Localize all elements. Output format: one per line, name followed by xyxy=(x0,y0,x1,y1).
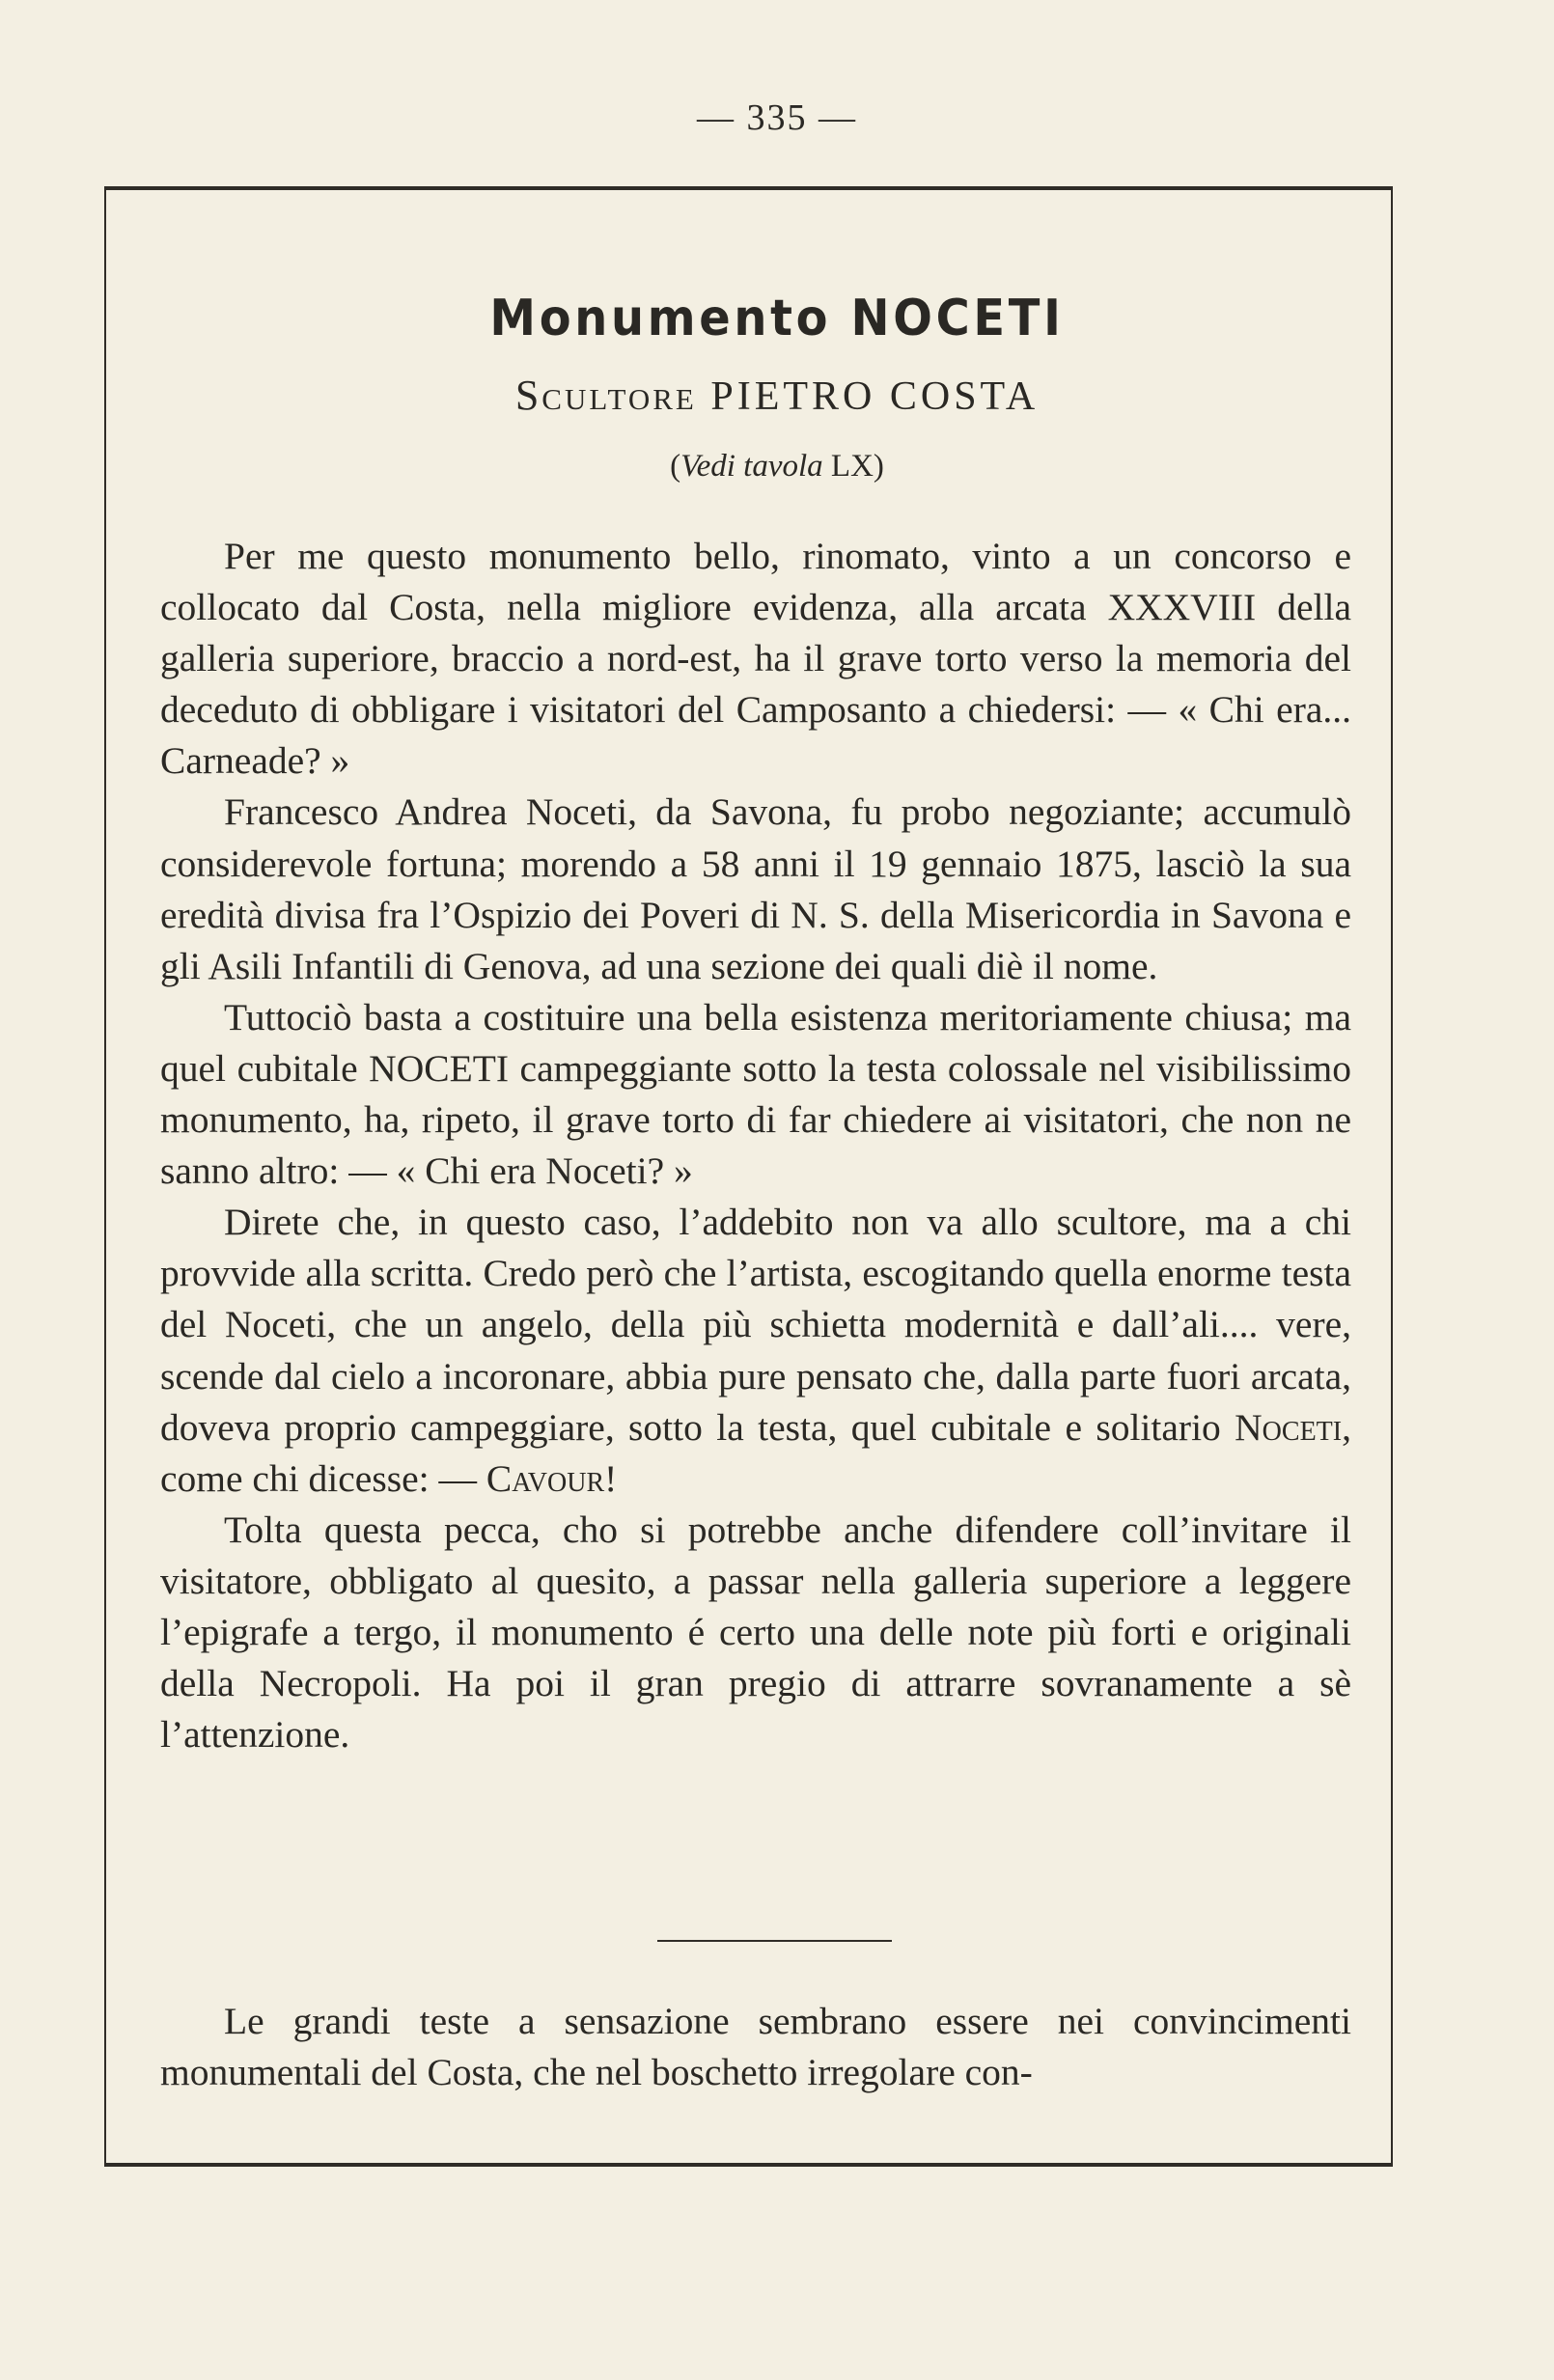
paragraph-text: , come chi dicesse: — xyxy=(160,1405,1351,1500)
page-number: — 335 — xyxy=(697,97,857,138)
paragraph: Francesco Andrea Noceti, da Savona, fu probo negoziante; accumulò considerevole fortuna; morendo a 58 anni il 19 gennaio 1875, lasciò la sua eredità divisa fra l’Ospizio dei Poveri di N. S. della Misericordia in Savona e gli Asili Infantili di Genova, ad una sezione dei quali diè il nome. xyxy=(160,790,1351,987)
noceti-smallcaps: Noceti xyxy=(1235,1405,1343,1449)
paragraph-text: Direte che, in questo caso, l’addebito non va allo scultore, ma a chi provvide alla scritta. Credo però che l’artista, escogitando quella enorme testa del Noceti, che un angelo, della più schietta modernità e dall’ali.... vere, scende dal cielo a incoronare, abbia pure pensato che, dalla parte fuori arcata, doveva proprio campeggiare, sotto la testa, quel cubitale e solitario xyxy=(160,1201,1351,1449)
paragraph: Per me questo monumento bello, rinomato, vinto a un concorso e collocato dal Costa, nella migliore evidenza, alla arcata XXXVIII della galleria superiore, braccio a nord-est, ha il grave torto verso la memoria del deceduto di obbligare i visitatori del Camposanto a chiedersi: — « Chi era... Carneade? » xyxy=(160,535,1351,783)
sculptor-role: Scultore xyxy=(514,372,697,419)
article-body xyxy=(160,531,1351,1760)
paragraph: Tuttociò basta a costituire una bella esistenza meritoriamente chiusa; ma quel cubitale NOCETI campeggiante sotto la testa colossale nel visibilissimo monumento, ha, ripeto, il grave torto di far chiedere ai visitatori, che non ne sanno altro: — « Chi era Noceti? » xyxy=(160,995,1351,1193)
cavour-smallcaps: Cavour xyxy=(486,1456,605,1500)
page-title: Monumento NOCETI xyxy=(489,290,1065,347)
sculptor-line xyxy=(0,371,1554,420)
paragraph xyxy=(160,1197,1351,1505)
paragraph: Le grandi teste a sensazione sembrano essere nei convincimenti monumentali del Costa, che nel boschetto irregolare con- xyxy=(160,2000,1351,2094)
plate-reference xyxy=(0,449,1554,484)
plate-ref-open: ( xyxy=(670,449,681,484)
plate-ref-italic: Vedi tavola xyxy=(680,449,823,484)
section-separator xyxy=(657,1940,892,1942)
sculptor-name: PIETRO COSTA xyxy=(710,374,1040,419)
plate-ref-rest: LX) xyxy=(822,449,884,484)
paragraph: Tolta questa pecca, cho si potrebbe anche difendere coll’invitare il visitatore, obbligato al quesito, a passar nella galleria superiore a leggere l’epigrafe a tergo, il monumento é certo una delle note più forti e originali della Necropoli. Ha poi il gran pregio di attrarre sovranamente a sè l’attenzione. xyxy=(160,1508,1351,1757)
next-section-text xyxy=(160,1996,1351,2098)
paragraph-text: ! xyxy=(604,1456,618,1500)
